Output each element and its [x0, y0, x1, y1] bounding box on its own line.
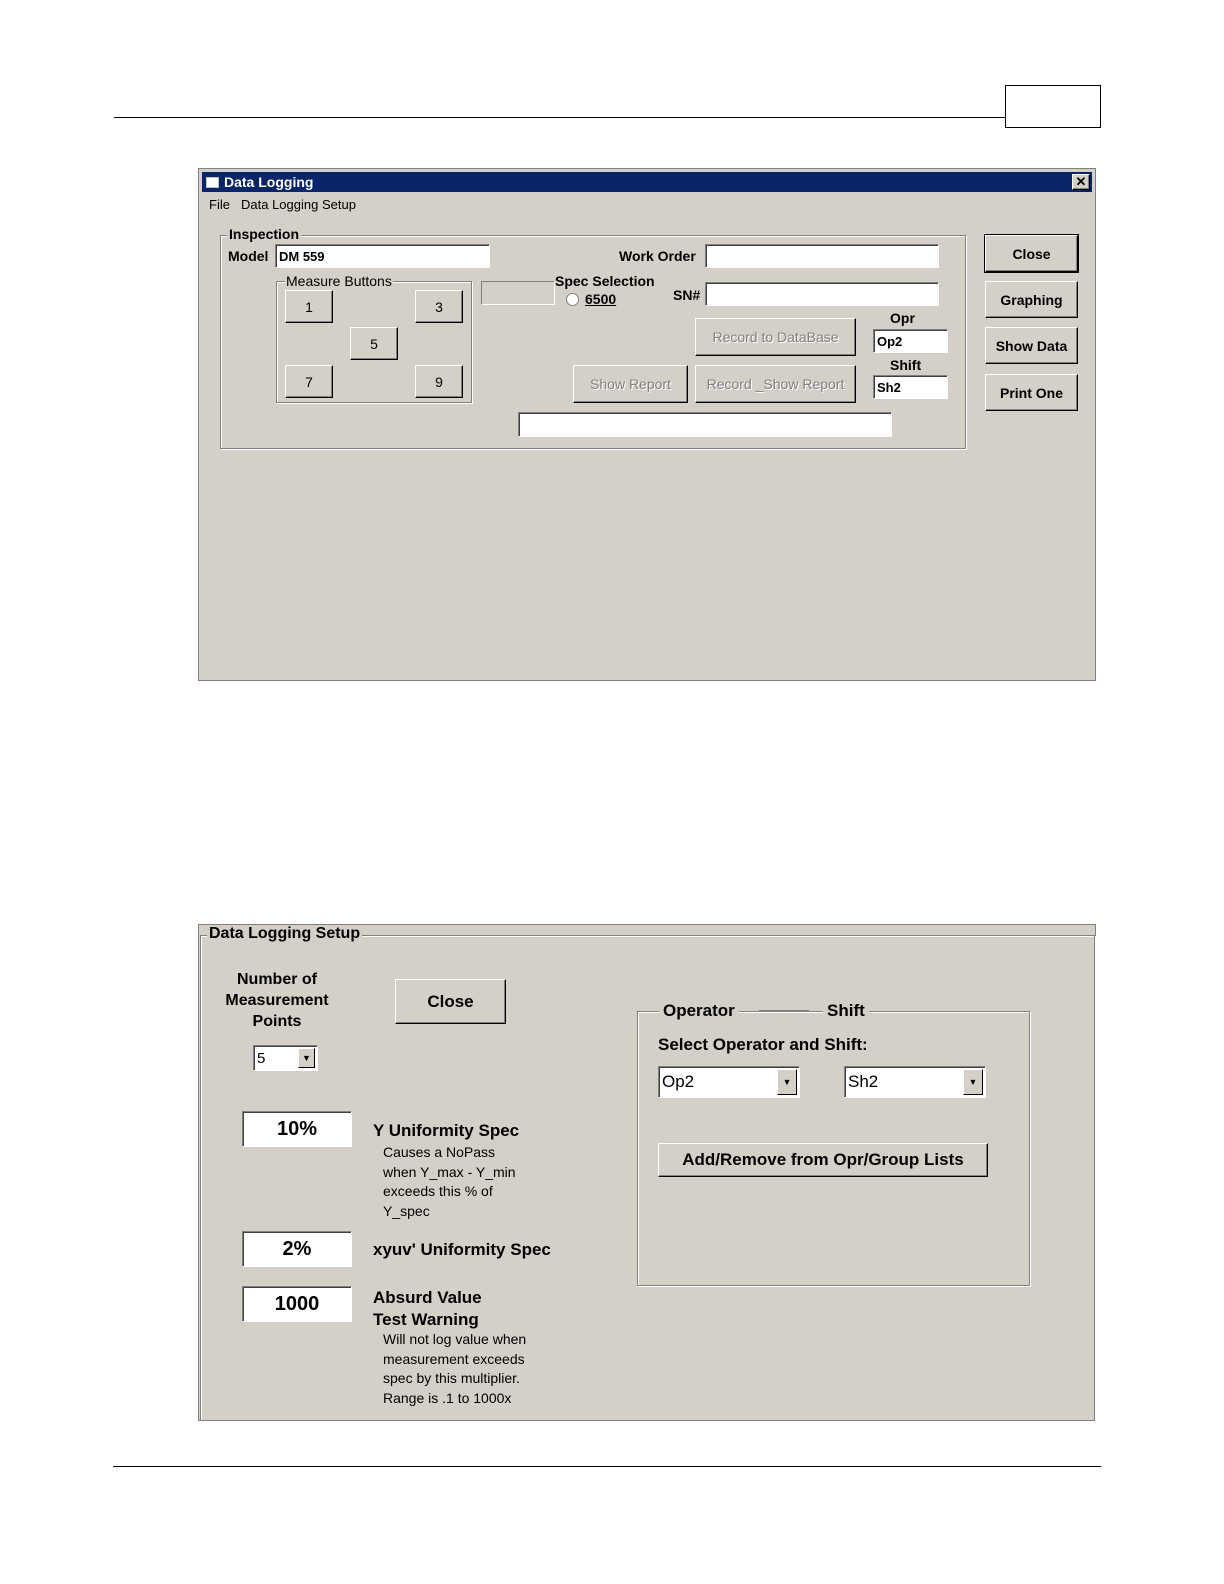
operator-select[interactable]: [658, 1066, 800, 1098]
group-label-separator: [759, 1010, 809, 1011]
data-logging-window: [198, 168, 1096, 681]
measure-buttons-label: Measure Buttons: [286, 273, 392, 289]
chevron-down-icon[interactable]: ▼: [777, 1069, 797, 1095]
xyuv-uniformity-label: xyuv' Uniformity Spec: [373, 1240, 551, 1259]
measure-button-1[interactable]: 1: [285, 290, 333, 323]
chevron-down-icon[interactable]: ▼: [963, 1069, 983, 1095]
shift-input[interactable]: Sh2: [873, 375, 948, 399]
shift-select[interactable]: [844, 1066, 986, 1098]
spec-selection-label: Spec Selection: [555, 273, 655, 289]
y-uniformity-desc-line4: Y_spec: [383, 1202, 430, 1219]
app-icon: [206, 177, 219, 188]
model-input[interactable]: DM 559: [275, 244, 490, 268]
menu-file[interactable]: File: [209, 197, 230, 212]
spec-option-label[interactable]: 6500: [585, 291, 617, 307]
work-order-input[interactable]: [705, 244, 939, 268]
xyuv-uniformity-input[interactable]: 2%: [242, 1231, 352, 1267]
setup-close-button[interactable]: Close: [395, 979, 506, 1024]
spec-indicator: [481, 281, 555, 305]
absurd-value-desc: [383, 1330, 526, 1408]
print-one-button[interactable]: Print One: [985, 374, 1078, 411]
num-points-label-line3: Points: [252, 1013, 302, 1030]
operator-select-value: Op2: [662, 1072, 695, 1091]
work-order-label: Work Order: [619, 248, 696, 264]
absurd-desc-line3: spec by this multiplier.: [383, 1370, 520, 1386]
y-uniformity-desc: [383, 1143, 516, 1221]
window-titlebar: [202, 172, 1092, 192]
measure-button-7[interactable]: 7: [285, 365, 333, 398]
record-to-database-button[interactable]: Record to DataBase: [695, 318, 856, 356]
sn-input[interactable]: [705, 282, 939, 306]
opr-input[interactable]: Op2: [873, 329, 948, 353]
inspection-group-label: Inspection: [229, 226, 300, 242]
sn-label: SN#: [673, 287, 701, 303]
absurd-desc-line2: measurement exceeds: [383, 1350, 525, 1367]
y-uniformity-desc-line2: when Y_max - Y_min: [383, 1163, 516, 1180]
num-points-value: 5: [257, 1049, 266, 1067]
shift-label: Shift: [890, 357, 922, 373]
num-points-label-line2: Measurement: [225, 992, 329, 1009]
spec-radio[interactable]: [566, 293, 579, 306]
add-remove-lists-button[interactable]: Add/Remove from Opr/Group Lists: [658, 1143, 988, 1177]
shift-group-label: Shift: [823, 1001, 869, 1021]
show-data-button[interactable]: Show Data: [985, 327, 1078, 364]
close-icon[interactable]: ✕: [1072, 174, 1090, 190]
y-uniformity-label: Y Uniformity Spec: [373, 1121, 520, 1140]
shift-select-value: Sh2: [848, 1072, 879, 1091]
operator-label: Operator: [659, 1001, 739, 1021]
graphing-button[interactable]: Graphing: [985, 281, 1078, 318]
num-points-select[interactable]: [253, 1045, 318, 1071]
num-points-label: [217, 969, 337, 1032]
absurd-label-line1: Absurd Value: [373, 1288, 482, 1307]
absurd-value-input[interactable]: 1000: [242, 1286, 352, 1322]
status-field: [518, 412, 892, 437]
page-number-box: [1005, 85, 1101, 128]
window-title: Data Logging: [224, 174, 314, 190]
close-button[interactable]: Close: [985, 235, 1078, 272]
model-label: Model: [228, 248, 269, 264]
y-uniformity-input[interactable]: 10%: [242, 1111, 352, 1147]
absurd-value-label: [373, 1287, 482, 1331]
data-logging-setup-panel: [198, 924, 1096, 1421]
y-uniformity-desc-line1: Causes a NoPass: [383, 1144, 496, 1160]
absurd-label-line2: Test Warning: [373, 1310, 479, 1329]
menu-data-logging-setup[interactable]: Data Logging Setup: [241, 197, 356, 212]
measure-button-9[interactable]: 9: [415, 365, 463, 398]
absurd-desc-line4: Range is .1 to 1000x: [383, 1389, 512, 1406]
num-points-label-line1: Number of: [237, 971, 317, 988]
opr-label: Opr: [890, 310, 915, 326]
select-operator-shift-label: Select Operator and Shift:: [658, 1035, 868, 1054]
setup-title: Data Logging Setup: [209, 925, 361, 942]
measure-button-5[interactable]: 5: [350, 327, 398, 360]
footer-rule: [113, 1466, 1101, 1467]
y-uniformity-desc-line3: exceeds this % of: [383, 1183, 493, 1199]
chevron-down-icon[interactable]: ▼: [298, 1048, 315, 1068]
record-show-report-button[interactable]: Record _Show Report: [695, 365, 856, 403]
absurd-desc-line1: Will not log value when: [383, 1331, 527, 1347]
header-rule: [114, 117, 1006, 118]
show-report-button[interactable]: Show Report: [573, 365, 688, 403]
measure-button-3[interactable]: 3: [415, 290, 463, 323]
